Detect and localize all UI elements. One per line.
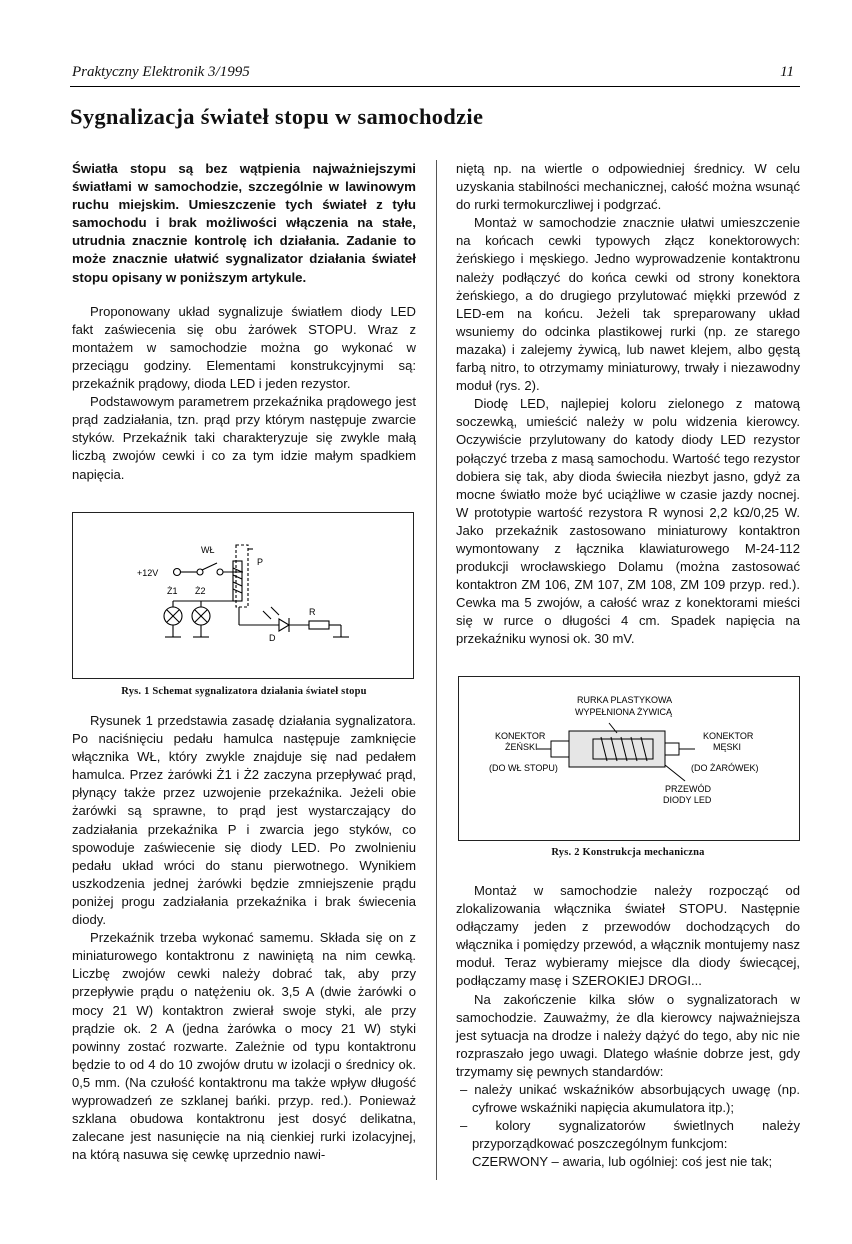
male-connector xyxy=(665,743,679,755)
relay-coil xyxy=(233,561,242,601)
resistor xyxy=(309,621,329,629)
label-male-2: MĘSKI xyxy=(713,742,742,752)
paragraph: Montaż w samochodzie należy rozpocząć od zlokalizowania włącznika świateł STOPU. Następnie odłączamy jeden z przewodów dochodzących do włącznika i pomiędzy przewód, a włącznik montujemy nasz moduł. Teraz wybieramy miejsce dla diody świecącej, podłączamy masę i SZEROKIEJ DROGI... xyxy=(456,883,800,989)
journal-header: Praktyczny Elektronik 3/1995 xyxy=(72,64,250,80)
list-item: – kolory sygnalizatorów świetlnych należy przyporządkować poszczególnym funkcjom: xyxy=(460,1118,800,1152)
standards-list xyxy=(456,1081,800,1171)
paragraph: Rysunek 1 przedstawia zasadę działania sygnalizatora. Po naciśnięciu pedału hamulca następuje zamknięcie włącznika WŁ, który zwykle znajduje się nad pedałem hamulca. Przez żarówki Ż1 i Ż2 zaczyna przepływać prąd, płynący także przez uzwojenie przekaźnika. Jeżeli obie żarówki są sprawne, to prąd jest wystarczający do zadziałania przekaźnika P i zwarcia jego styków, co spowoduje zaświecenie się diody LED. Po zwolnieniu pedału układ wróci do stanu pierwotnego. Wynikiem uszkodzenia jednej żarówki będzie zmniejszenie prądu poniżej progu zadziałania przekaźnika i brak świecenia diody. xyxy=(72,713,416,928)
label-supply: +12V xyxy=(137,568,159,578)
left-column-lower xyxy=(72,712,416,1164)
article-title: Sygnalizacja świateł stopu w samochodzie xyxy=(70,104,484,129)
paragraph: Przekaźnik trzeba wykonać samemu. Składa się on z miniaturowego kontaktronu z nawiniętą na nim cewką. Liczbę zwojów cewki należy dobrać tak, aby przy przepływie prądu o natężeniu ok. 3,5 A (dwie żarówki o mocy 21 W) kontaktron zwierał swoje styki, ale przy prądzie ok. 2 A (jedna żarówka o mocy 21 W) styki powinny zostać rozwarte. Zależnie od typu kontaktronu będzie to od 4 do 10 zwojów drutu w izolacji o średnicy ok. 0,5 mm. (Na czułość kontaktronu ma także wpływ długość wyprowadzeń ze szklanej bańki. przyp. red.). Ponieważ szklana obudowa kontaktronu jest dosyć delikatna, zalecane jest nasunięcie na nią cienkiej rurki izolacyjnej, na którą nasuwa się cewkę uprzednio nawi- xyxy=(72,930,416,1163)
list-item: CZERWONY – awaria, lub ogólniej: coś jest nie tak; xyxy=(472,1154,773,1170)
right-column xyxy=(456,160,800,649)
label-female-note: (DO WŁ STOPU) xyxy=(489,763,558,773)
label-resistor: R xyxy=(309,607,316,617)
paragraph: Montaż w samochodzie znacznie ułatwi umieszczenie na końcach cewki typowych złącz konektorowych: żeńskiego i męskiego. Jedno wyprowadzenie kontaktronu należy podłączyć do końca cewki od strony konektora żeńskiego, a do drugiego przylutować miękki przewód z LED-em na końcu. Jeżeli tak spreparowany układ wsuniemy do odcinka plastikowej rurki (np. ze starego mazaka) i zalejemy żywicą, lub nawet klejem, albo gęstą farbą nitro, to otrzymamy miniaturowy, trwały i niezawodny moduł (rys. 2). xyxy=(456,215,800,394)
supply-terminal xyxy=(174,569,181,576)
paragraph: Podstawowym parametrem przekaźnika prądowego jest prąd zadziałania, tzn. prąd przy którym następuje zwarcie styków. Przekaźnik taki charakteryzuje się zwykle małą liczbą zwojów cewki i co za tym idzie małym spadkiem napięcia. xyxy=(72,394,416,482)
right-column-lower xyxy=(456,882,800,1172)
label-relay: P xyxy=(257,557,264,567)
header-rule xyxy=(70,86,800,87)
label-tube-1: RURKA PLASTYKOWA xyxy=(577,695,673,705)
label-wire-2: DIODY LED xyxy=(663,795,712,805)
label-bulb-2: Ż2 xyxy=(195,586,206,596)
figure-2-mechanical xyxy=(458,676,800,841)
female-connector xyxy=(551,741,569,757)
list-item: – należy unikać wskaźników absorbujących uwagę (np. cyfrowe wskaźniki napięcia akumulatora itp.); xyxy=(460,1082,800,1116)
label-male-1: KONEKTOR xyxy=(703,731,754,741)
column-divider xyxy=(436,160,437,1180)
left-column xyxy=(72,160,416,484)
label-diode: D xyxy=(269,633,276,643)
paragraph: niętą np. na wiertle o odpowiedniej średnicy. W celu uzyskania stabilności mechanicznej, całość można wsunąć do rurki termokurczliwej i podgrzać. xyxy=(456,161,800,213)
label-male-note: (DO ŻARÓWEK) xyxy=(691,763,759,773)
label-tube-2: WYPEŁNIONA ŻYWICĄ xyxy=(575,707,673,717)
paragraph: Diodę LED, najlepiej koloru zielonego z matową soczewką, umieścić należy w polu widzenia kierowcy. Oczywiście przylutowany do katody diody LED rezystor połączyć trzeba z masą samochodu. Wartość tego rezystor dobiera się tak, aby dioda świeciła niezbyt jasno, gdyż za mocne światło może być uciążliwe w czasie jazdy nocnej. W prototypie wartość rezystora R wynosi 2,2 kΩ/0,25 W. Jako przekaźnik zastosowano miniaturowy kontaktron wymontowany z łącznika klawiaturowego M-24-112 produkcji wrocławskiego Dolamu (można zastosować kontaktron ZM 106, ZM 107, ZM 108, ZM 109 przyp. red.). Cewka ma 5 zwojów, a całość wraz z konektorami mieści się w rurce o długości 4 cm. Spadek napięcia na przekaźniku wynosi ok. 30 mV. xyxy=(456,396,800,647)
plastic-tube xyxy=(569,731,665,767)
mechanical-diagram xyxy=(459,677,799,840)
figure-1-schematic xyxy=(72,512,414,679)
label-bulb-1: Ż1 xyxy=(167,586,178,596)
label-female-2: ŻEŃSKI xyxy=(505,742,538,752)
schematic-diagram xyxy=(73,513,413,678)
led-diode xyxy=(279,619,289,631)
page-number: 11 xyxy=(780,64,794,80)
label-switch: WŁ xyxy=(201,545,215,555)
lead-paragraph: Światła stopu są bez wątpienia najważniejszymi światłami w samochodzie, szczególnie w lawinowym ruchu miejskim. Umieszczenie tych świateł z tyłu samochodu i brak możliwości włączenia na stałe, utrudnia znacznie kontrolę ich działania. Zadanie to może znacznie ułatwić sygnalizator działania świateł stopu opisany w poniższym artykule. xyxy=(72,161,416,285)
paragraph: Na zakończenie kilka słów o sygnalizatorach w samochodzie. Zauważmy, że dla kierowcy najważniejsza jest sytuacja na drodze i należy dążyć do tego, aby nic nie rozpraszało jego uwagi. Dlatego właśnie dobrze jest, gdy trzymamy się pewnych standardów: xyxy=(456,991,800,1079)
figure-1-caption: Rys. 1 Schemat sygnalizatora działania świateł stopu xyxy=(121,686,367,697)
label-female-1: KONEKTOR xyxy=(495,731,546,741)
switch-lever xyxy=(202,563,217,570)
label-wire-1: PRZEWÓD xyxy=(665,784,711,794)
figure-2-caption: Rys. 2 Konstrukcja mechaniczna xyxy=(551,847,705,858)
paragraph: Proponowany układ sygnalizuje światłem diody LED fakt zaświecenia się obu żarówek STOPU. Wraz z montażem w samochodzie można go wykonać w przeciągu godziny. Elementami konstrukcyjnymi są: przekaźnik prądowy, dioda LED i jeden rezystor. xyxy=(72,303,416,392)
